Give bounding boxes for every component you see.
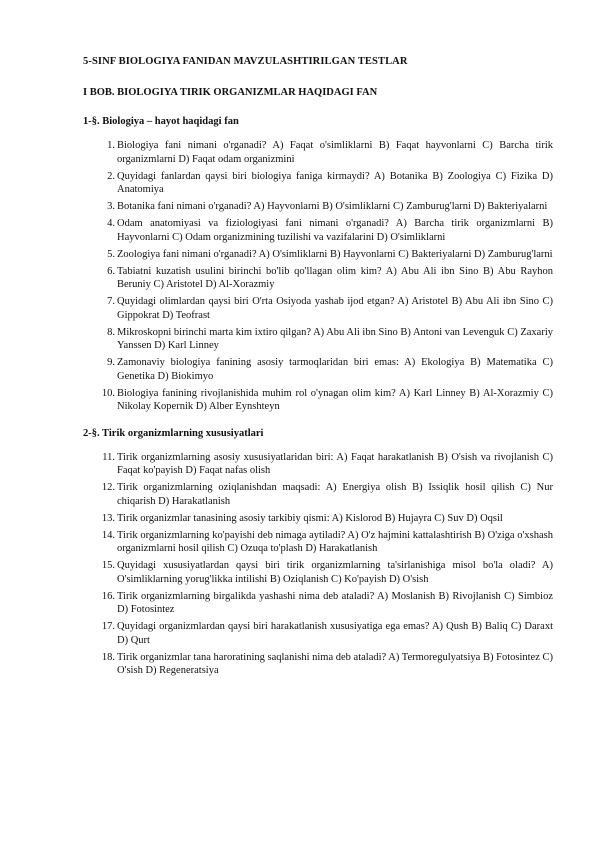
question-text: Quyidagi fanlardan qaysi biri biologiya faniga kirmaydi? A) Botanika B) Zoologiya C) Fizika D) Anatomiya [117,170,553,195]
question-text: Quyidagi xususiyatlardan qaysi biri tirik organizmlarning ta'sirlanishiga misol bo'la oladi? A) O'simliklarning yorug'likka intilishi B) Oziqlanish C) Ko'payish D) O'sish [117,560,553,585]
question-item [83,590,553,617]
question-text: Botanika fani nimani o'rganadi? A) Hayvonlarni B) O'simliklarni C) Zamburug'larni D) Bakteriyalarni [117,201,548,212]
document-title: 5-SINF BIOLOGIYA FANIDAN MAVZULASHTIRILGAN TESTLAR [83,56,408,67]
question-number: 17. [101,621,115,632]
question-number: 4. [107,218,115,229]
question-item [83,139,553,166]
question-item [83,620,553,647]
section-heading-2: 2-§. Tirik organizmlarning xususiyatlari [83,427,264,439]
question-item [83,529,553,556]
question-number: 13. [101,512,115,524]
question-text: Quyidagi organizmlardan qaysi biri harakatlanish xususiyatiga ega emas? A) Qush B) Baliq C) Daraxt D) Qurt [117,621,553,646]
question-item [83,387,553,414]
question-number: 16. [101,590,115,602]
question-item [83,170,553,197]
question-number: 11. [102,451,115,463]
section-heading-1: 1-§. Biologiya – hayot haqidagi fan [83,116,239,127]
question-number: 12. [101,482,115,493]
question-number: 14. [101,529,115,541]
question-item [83,295,553,322]
question-text: Tirik organizmlar tana haroratining saqlanishi nima deb ataladi? A) Termoregulyatsiya B) Fotosintez C) O'sish D) Regeneratsiya [117,651,553,676]
question-item [83,326,553,353]
question-item [83,200,553,214]
question-number: 10. [101,387,115,399]
question-text: Zamonaviy biologiya fanining asosiy tarmoqlaridan biri emas: A) Ekologiya B) Matematika C) Genetika D) Biokimyo [117,357,553,382]
question-number: 3. [107,201,115,212]
question-number: 18. [101,651,115,663]
question-text: Tirik organizmlarning oziqlanishdan maqsadi: A) Energiya olish B) Issiqlik hosil qilish C) Nur chiqarish D) Harakatlanish [117,482,553,507]
question-text: Biologiya fani nimani o'rganadi? A) Faqat o'simliklarni B) Faqat hayvonlarni C) Barcha tirik organizmlarni D) Faqat odam organizmini [117,140,553,165]
question-text: Tirik organizmlar tanasining asosiy tarkibiy qismi: A) Kislorod B) Hujayra C) Suv D) Oqsil [117,512,503,524]
question-text: Tirik organizmlarning birgalikda yashashi nima deb ataladi? A) Moslanish B) Rivojlanish C) Simbioz D) Fotosintez [117,590,553,615]
question-text: Mikroskopni birinchi marta kim ixtiro qilgan? A) Abu Ali ibn Sino B) Antoni van Levenguk C) Zaxariy Yanssen D) Karl Linney [117,326,553,351]
question-number: 9. [107,357,115,368]
chapter-heading: I BOB. BIOLOGIYA TIRIK ORGANIZMLAR HAQIDAGI FAN [83,87,378,98]
question-item [83,451,553,478]
question-text: Biologiya fanining rivojlanishida muhim rol o'ynagan olim kim? A) Karl Linney B) Al-Xorazmiy C) Nikolay Kopernik D) Alber Eynshteyn [117,387,553,412]
question-number: 1. [107,140,115,151]
question-text: Quyidagi olimlardan qaysi biri O'rta Osiyoda yashab ijod etgan? A) Aristotel B) Abu Ali ibn Sino C) Gippokrat D) Teofrast [117,296,553,321]
question-text: Tirik organizmlarning ko'payishi deb nimaga aytiladi? A) O'z hajmini kattalashtirish B) O'ziga o'xshash organizmlarni hosil qilish C) Ozuqa to'plash D) Harakatlanish [117,529,553,554]
question-text: Zoologiya fani nimani o'rganadi? A) O'simliklarni B) Hayvonlarni C) Bakteriyalarni D) Zamburug'larni [117,248,553,260]
question-number: 15. [101,560,115,571]
question-item [83,265,553,292]
question-item [83,356,553,383]
question-text: Odam anatomiyasi va fiziologiyasi fani nimani o'rganadi? A) Barcha tirik organizmlarni B) Hayvonlarni C) Odam organizmining tuzilishi va vazifalarini D) O'simliklarni [117,218,553,243]
question-number: 8. [107,326,115,338]
question-list-2 [83,451,553,678]
question-item [83,481,553,508]
question-list-1 [83,139,553,414]
question-text: Tabiatni kuzatish usulini birinchi bo'lib qo'llagan olim kim? A) Abu Ali ibn Sino B) Abu Rayhon Beruniy C) Aristotel D) Al-Xorazmiy [117,265,553,290]
question-number: 5. [107,248,115,260]
question-number: 7. [107,296,115,307]
question-item [83,559,553,586]
question-number: 6. [107,265,115,277]
question-text: Tirik organizmlarning asosiy xususiyatlaridan biri: A) Faqat harakatlanish B) O'sish va rivojlanish C) Faqat ko'payish D) Faqat nafas olish [117,451,553,476]
question-item [83,512,553,526]
question-number: 2. [107,170,115,182]
question-item [83,248,553,262]
question-item [83,651,553,678]
question-item [83,217,553,244]
